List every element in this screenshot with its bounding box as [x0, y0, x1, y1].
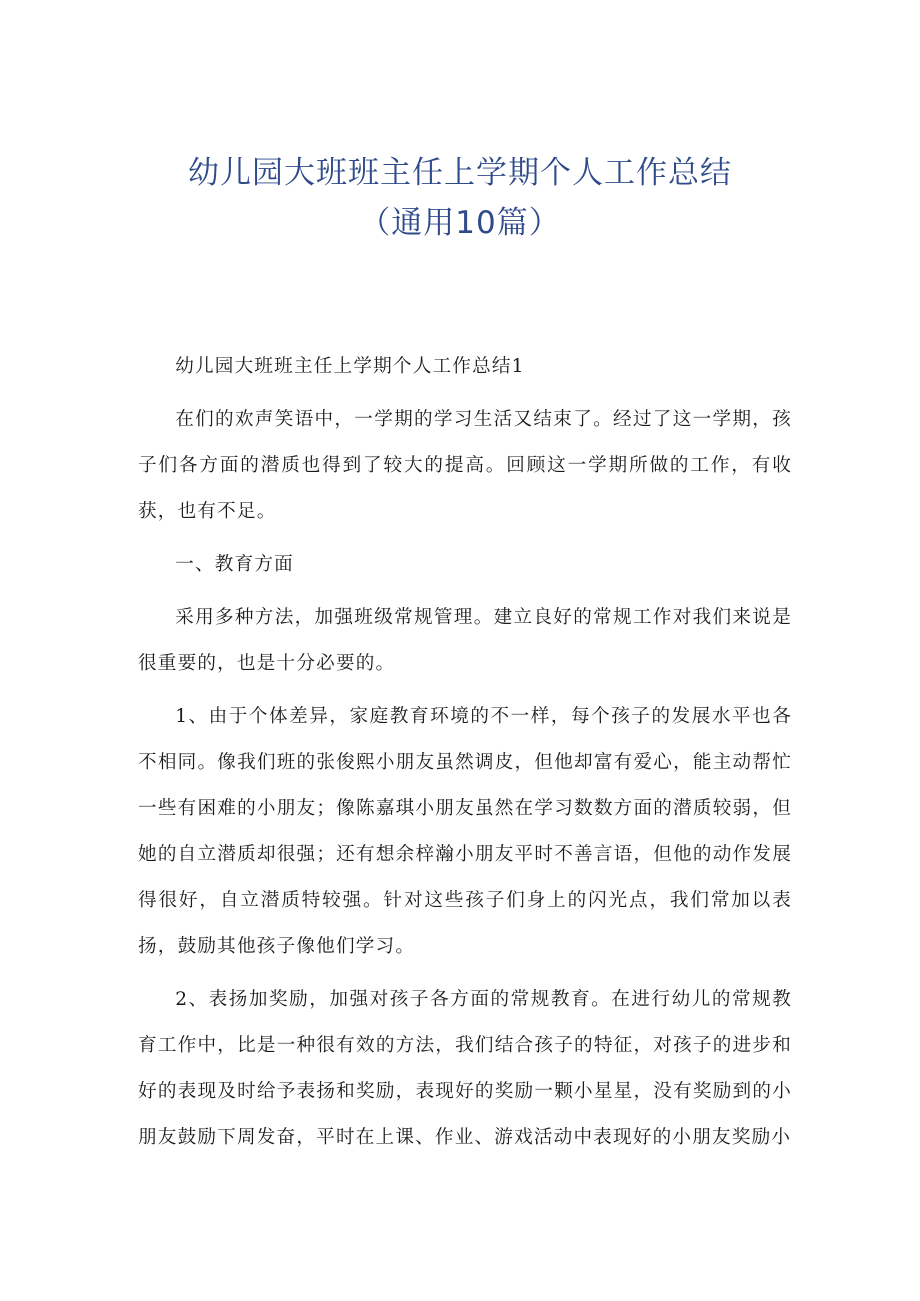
- section-heading: 幼儿园大班班主任上学期个人工作总结1: [175, 356, 525, 377]
- subsection-heading: 一、教育方面: [175, 554, 294, 575]
- document-body: [138, 344, 792, 1168]
- paragraph: 2、表扬加奖励，加强对孩子各方面的常规教育。在进行幼儿的常规教育工作中，比是一种很有效的方法，我们结合孩子的特征，对孩子的进步和好的表现及时给予表扬和奖励，表现好的奖励一颗小星星，没有奖励到的小朋友鼓励下周发奋，平时在上课、作业、游戏活动中表现好的小朋友奖励小: [138, 989, 792, 1148]
- title-line-1: 幼儿园大班班主任上学期个人工作总结: [188, 155, 732, 191]
- paragraph: 在们的欢声笑语中，一学期的学习生活又结束了。经过了这一学期，孩子们各方面的潜质也得到了较大的提高。回顾这一学期所做的工作，有收获，也有不足。: [138, 409, 792, 522]
- document-title: [0, 148, 920, 248]
- paragraph: 1、由于个体差异，家庭教育环境的不一样，每个孩子的发展水平也各不相同。像我们班的张俊熙小朋友虽然调皮，但他却富有爱心，能主动帮忙一些有困难的小朋友；像陈嘉琪小朋友虽然在学习数数方面的潜质较弱，但她的自立潜质却很强；还有想余梓瀚小朋友平时不善言语，但他的动作发展得很好，自立潜质特较强。针对这些孩子们身上的闪光点，我们常加以表扬，鼓励其他孩子像他们学习。: [138, 706, 792, 957]
- paragraph: 采用多种方法，加强班级常规管理。建立良好的常规工作对我们来说是很重要的，也是十分必要的。: [138, 607, 792, 674]
- title-line-2: （通用10篇）: [359, 205, 561, 241]
